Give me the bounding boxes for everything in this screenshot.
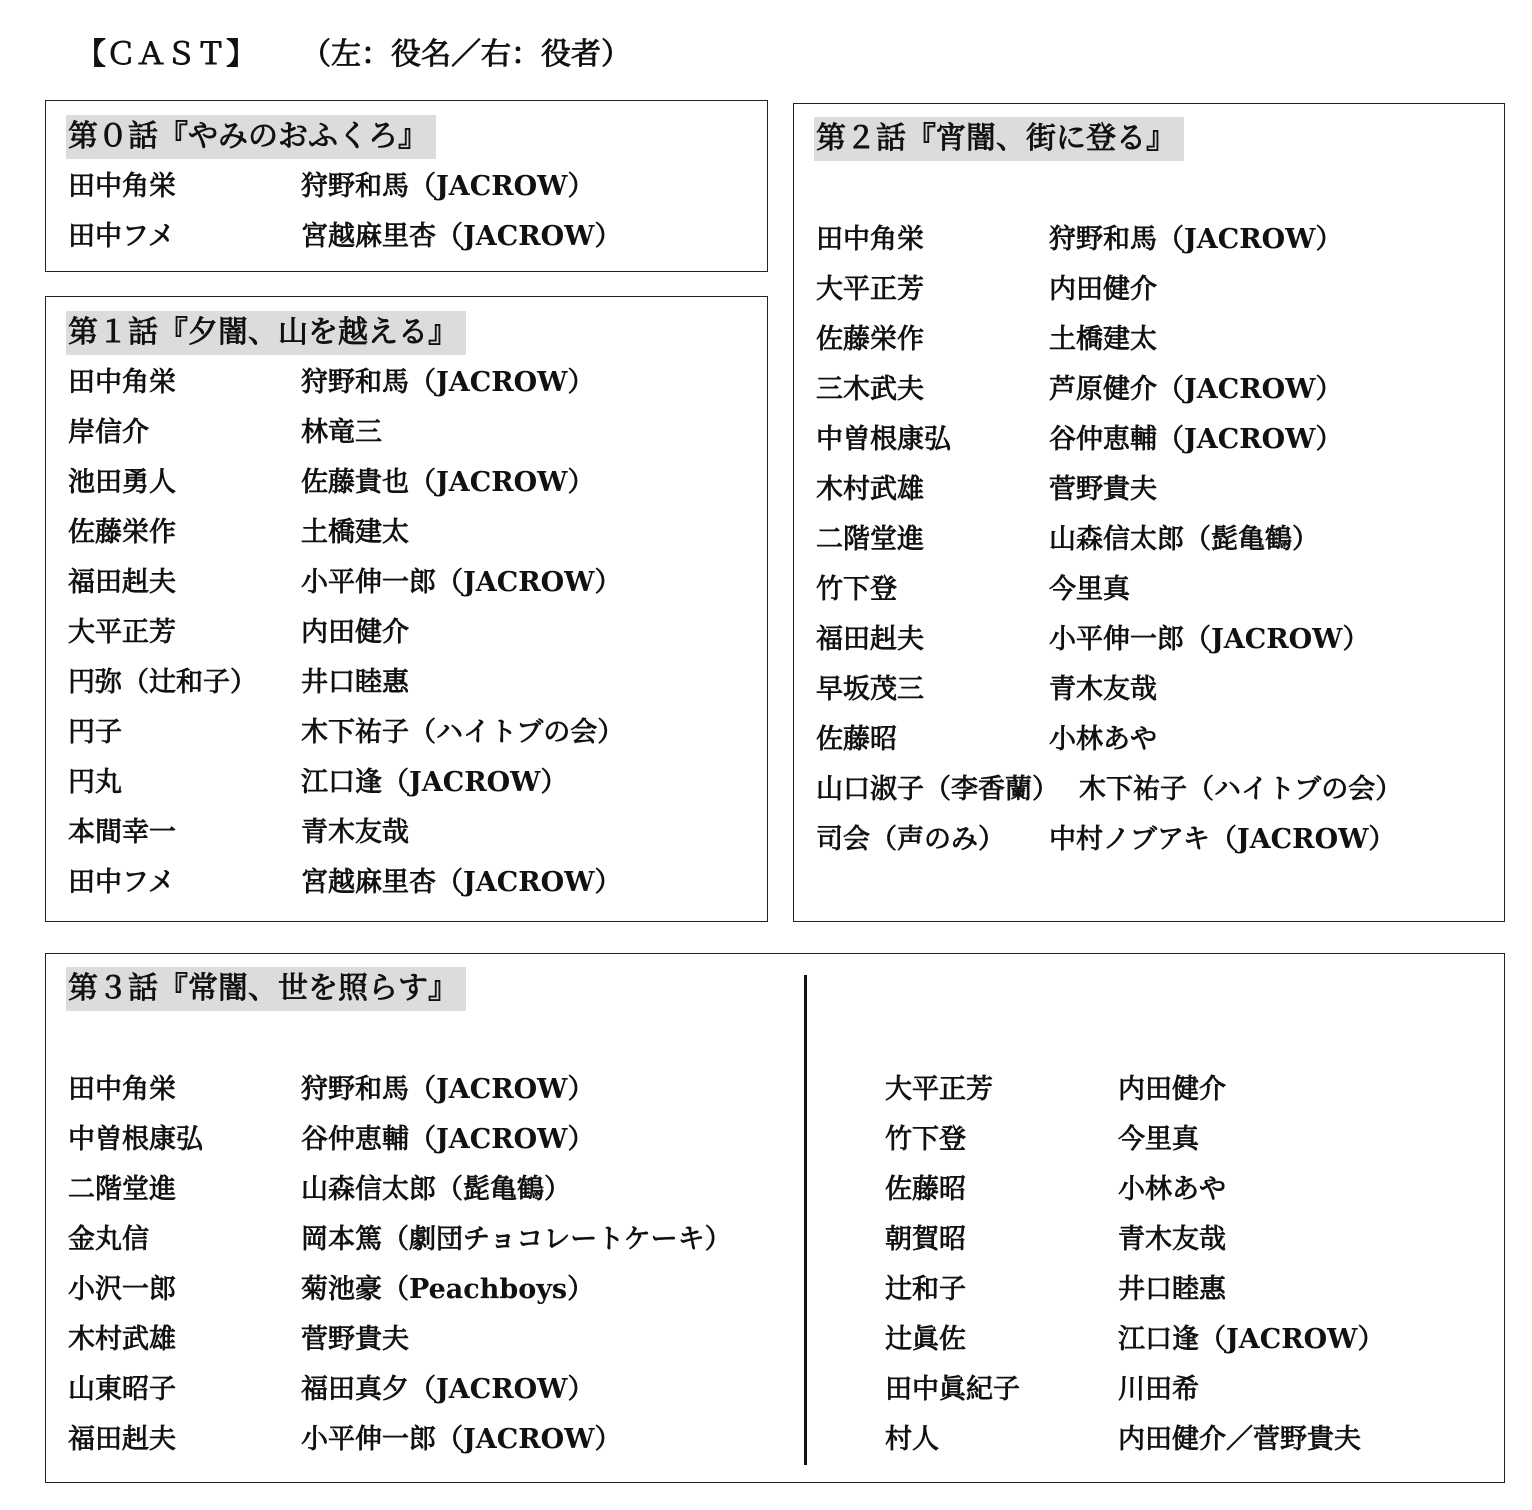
role-name: 円弥（辻和子） bbox=[68, 667, 257, 698]
role-name: 辻和子 bbox=[885, 1274, 966, 1305]
actor-name: 谷仲恵輔（JACROW） bbox=[1049, 424, 1343, 455]
role-name: 田中角栄 bbox=[68, 171, 176, 202]
role-name: 司会（声のみ） bbox=[816, 824, 1005, 855]
episode-3-title: 第３話『常闇、世を照らす』 bbox=[66, 967, 466, 1011]
actor-name: 佐藤貴也（JACROW） bbox=[301, 467, 595, 498]
role-name: 佐藤栄作 bbox=[68, 517, 176, 548]
actor-name: 青木友哉 bbox=[301, 817, 409, 848]
actor-name: 菅野貴夫 bbox=[301, 1324, 409, 1355]
actor-name: 青木友哉 bbox=[1118, 1224, 1226, 1255]
role-name: 村人 bbox=[885, 1424, 939, 1455]
episode-3-box bbox=[45, 953, 1505, 1483]
role-name: 円子 bbox=[68, 717, 122, 748]
role-name: 池田勇人 bbox=[68, 467, 176, 498]
role-name: 福田赳夫 bbox=[816, 624, 924, 655]
actor-name: 青木友哉 bbox=[1049, 674, 1157, 705]
role-name: 大平正芳 bbox=[68, 617, 176, 648]
cast-legend-note: （左：役名／右：役者） bbox=[316, 37, 631, 72]
actor-name: 菊池豪（Peachboys） bbox=[301, 1274, 595, 1305]
actor-name: 井口睦惠 bbox=[301, 667, 409, 698]
episode-1-title: 第１話『夕闇、山を越える』 bbox=[66, 311, 466, 355]
role-name: 大平正芳 bbox=[885, 1074, 993, 1105]
actor-name: 川田希 bbox=[1118, 1374, 1199, 1405]
role-name: 山口淑子（李香蘭） bbox=[816, 774, 1059, 805]
actor-name: 林竜三 bbox=[301, 417, 382, 448]
role-name: 福田赳夫 bbox=[68, 567, 176, 598]
role-name: 田中眞紀子 bbox=[885, 1374, 1020, 1405]
role-name: 竹下登 bbox=[816, 574, 897, 605]
actor-name: 内田健介 bbox=[1049, 274, 1157, 305]
actor-name: 福田真夕（JACROW） bbox=[301, 1374, 595, 1405]
role-name: 本間幸一 bbox=[68, 817, 176, 848]
role-name: 朝賀昭 bbox=[885, 1224, 966, 1255]
actor-name: 狩野和馬（JACROW） bbox=[301, 367, 595, 398]
actor-name: 狩野和馬（JACROW） bbox=[1049, 224, 1343, 255]
actor-name: 土橋建太 bbox=[301, 517, 409, 548]
role-name: 大平正芳 bbox=[816, 274, 924, 305]
role-name: 岸信介 bbox=[68, 417, 149, 448]
role-name: 中曽根康弘 bbox=[68, 1124, 203, 1155]
actor-name: 宮越麻里杏（JACROW） bbox=[301, 221, 622, 252]
episode-0-title: 第０話『やみのおふくろ』 bbox=[66, 115, 436, 159]
actor-name: 木下祐子（ハイトブの会） bbox=[1079, 774, 1403, 805]
role-name: 辻眞佐 bbox=[885, 1324, 966, 1355]
actor-name: 宮越麻里杏（JACROW） bbox=[301, 867, 622, 898]
episode-2-title: 第２話『宵闇、街に登る』 bbox=[814, 117, 1184, 161]
role-name: 金丸信 bbox=[68, 1224, 149, 1255]
role-name: 福田赳夫 bbox=[68, 1424, 176, 1455]
role-name: 円丸 bbox=[68, 767, 122, 798]
role-name: 田中角栄 bbox=[68, 1074, 176, 1105]
actor-name: 菅野貴夫 bbox=[1049, 474, 1157, 505]
cast-title: 【ＣＡＳＴ】 bbox=[76, 37, 256, 72]
role-name: 早坂茂三 bbox=[816, 674, 924, 705]
role-name: 二階堂進 bbox=[68, 1174, 176, 1205]
role-name: 三木武夫 bbox=[816, 374, 924, 405]
actor-name: 内田健介 bbox=[301, 617, 409, 648]
role-name: 佐藤栄作 bbox=[816, 324, 924, 355]
cast-header bbox=[76, 30, 631, 80]
role-name: 佐藤昭 bbox=[816, 724, 897, 755]
role-name: 田中フメ bbox=[68, 867, 175, 898]
role-name: 田中フメ bbox=[68, 221, 175, 252]
actor-name: 狩野和馬（JACROW） bbox=[301, 171, 595, 202]
actor-name: 山森信太郎（髭亀鶴） bbox=[1049, 524, 1319, 555]
actor-name: 今里真 bbox=[1118, 1124, 1199, 1155]
actor-name: 小林あや bbox=[1049, 724, 1157, 755]
actor-name: 小平伸一郎（JACROW） bbox=[301, 567, 622, 598]
role-name: 小沢一郎 bbox=[68, 1274, 176, 1305]
actor-name: 土橋建太 bbox=[1049, 324, 1157, 355]
actor-name: 江口逢（JACROW） bbox=[1118, 1324, 1385, 1355]
role-name: 佐藤昭 bbox=[885, 1174, 966, 1205]
role-name: 中曽根康弘 bbox=[816, 424, 951, 455]
actor-name: 井口睦惠 bbox=[1118, 1274, 1226, 1305]
role-name: 山東昭子 bbox=[68, 1374, 176, 1405]
role-name: 木村武雄 bbox=[816, 474, 924, 505]
actor-name: 小林あや bbox=[1118, 1174, 1226, 1205]
column-divider bbox=[804, 975, 807, 1465]
actor-name: 小平伸一郎（JACROW） bbox=[1049, 624, 1370, 655]
actor-name: 山森信太郎（髭亀鶴） bbox=[301, 1174, 571, 1205]
role-name: 田中角栄 bbox=[68, 367, 176, 398]
actor-name: 中村ノブアキ（JACROW） bbox=[1049, 824, 1396, 855]
actor-name: 谷仲恵輔（JACROW） bbox=[301, 1124, 595, 1155]
role-name: 二階堂進 bbox=[816, 524, 924, 555]
actor-name: 内田健介／菅野貴夫 bbox=[1118, 1424, 1361, 1455]
actor-name: 芦原健介（JACROW） bbox=[1049, 374, 1343, 405]
actor-name: 小平伸一郎（JACROW） bbox=[301, 1424, 622, 1455]
role-name: 田中角栄 bbox=[816, 224, 924, 255]
actor-name: 木下祐子（ハイトブの会） bbox=[301, 717, 625, 748]
actor-name: 内田健介 bbox=[1118, 1074, 1226, 1105]
role-name: 竹下登 bbox=[885, 1124, 966, 1155]
actor-name: 江口逢（JACROW） bbox=[301, 767, 568, 798]
role-name: 木村武雄 bbox=[68, 1324, 176, 1355]
actor-name: 岡本篤（劇団チョコレートケーキ） bbox=[301, 1224, 732, 1255]
actor-name: 今里真 bbox=[1049, 574, 1130, 605]
actor-name: 狩野和馬（JACROW） bbox=[301, 1074, 595, 1105]
